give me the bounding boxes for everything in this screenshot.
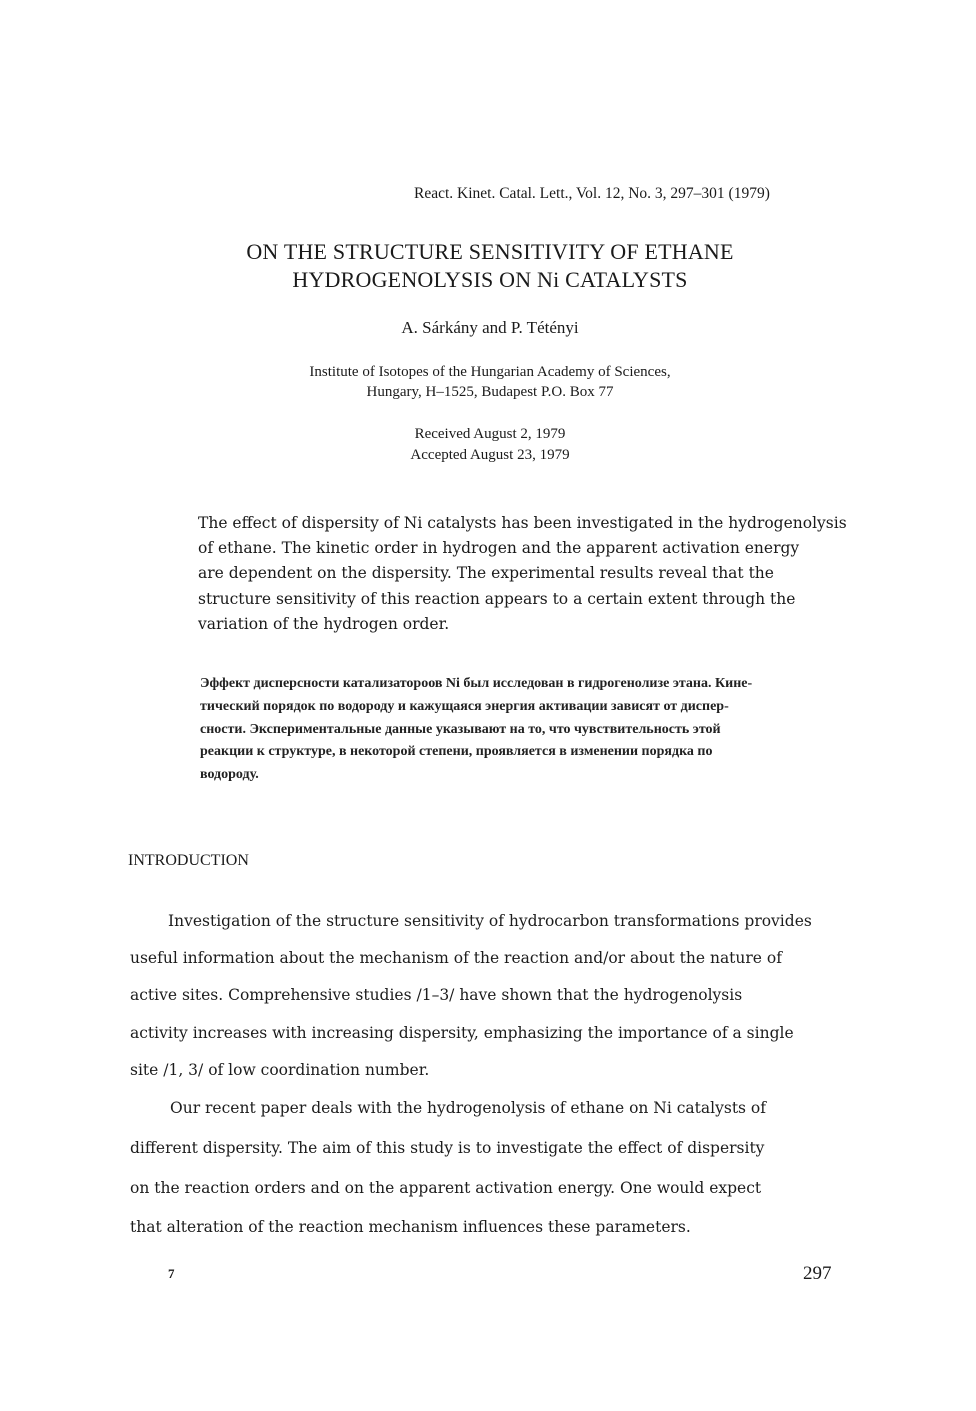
abstract-line: сности. Экспериментальные данные указывают на то, что чувствительность этой [200,721,721,737]
affiliation [150,362,830,402]
body-line: useful information about the mechanism of the reaction and/or about the nature of [130,949,782,968]
title-line: HYDROGENOLYSIS ON Ni CATALYSTS [292,267,688,292]
abstract-line: Эффект дисперсности катализатороов Ni был исследован в гидрогенолизе этана. Кине- [200,676,753,691]
received-date: Received August 2, 1979 [414,426,566,442]
abstract-line: variation of the hydrogen order. [198,614,450,633]
abstract-line: тический порядок по водороду и кажущаяся энергия активации зависят от диспер- [200,698,729,714]
abstract-english [198,511,847,637]
body-line: that alteration of the reaction mechanism influences these parameters. [130,1218,691,1237]
affiliation-line: Hungary, H–1525, Budapest P.O. Box 77 [366,384,614,400]
body-line: Our recent paper deals with the hydrogenolysis of ethane on Ni catalysts of [170,1099,766,1117]
body-line: active sites. Comprehensive studies /1–3/ have shown that the hydrogenolysis [130,986,743,1005]
body-line: on the reaction orders and on the apparent activation energy. One would expect [130,1178,762,1197]
body-line: Investigation of the structure sensitivity of hydrocarbon transformations provides [168,912,812,930]
submission-dates [150,424,830,466]
accepted-date: Accepted August 23, 1979 [410,447,570,463]
abstract-line: водороду. [200,767,259,783]
body-paragraph-1 [130,903,812,1089]
body-line: activity increases with increasing dispersity, emphasizing the importance of a single [130,1023,794,1042]
paper-title [150,238,830,294]
abstract-line: реакции к структуре, в некоторой степени, проявляется в изменении порядка по [200,744,713,760]
journal-citation: React. Kinet. Catal. Lett., Vol. 12, No. 3, 297–301 (1979) [414,185,770,202]
title-line: ON THE STRUCTURE SENSITIVITY OF ETHANE [246,239,734,264]
abstract-russian [200,673,752,787]
abstract-line: structure sensitivity of this reaction appears to a certain extent through the [198,589,796,608]
body-paragraph-2 [130,1089,766,1248]
body-line: site /1, 3/ of low coordination number. [130,1060,430,1079]
abstract-line: of ethane. The kinetic order in hydrogen and the apparent activation energy [198,539,800,558]
abstract-line: The effect of dispersity of Ni catalysts has been investigated in the hydrogenolysis [198,514,847,532]
page-number: 297 [803,1263,832,1284]
body-line: different dispersity. The aim of this study is to investigate the effect of dispersity [130,1138,765,1157]
signature-mark: 7 [168,1266,175,1281]
abstract-line: are dependent on the dispersity. The experimental results reveal that the [198,564,774,583]
section-heading-introduction: INTRODUCTION [128,852,249,869]
authors: A. Sárkány and P. Tétényi [401,318,579,337]
affiliation-line: Institute of Isotopes of the Hungarian Academy of Sciences, [309,364,671,380]
